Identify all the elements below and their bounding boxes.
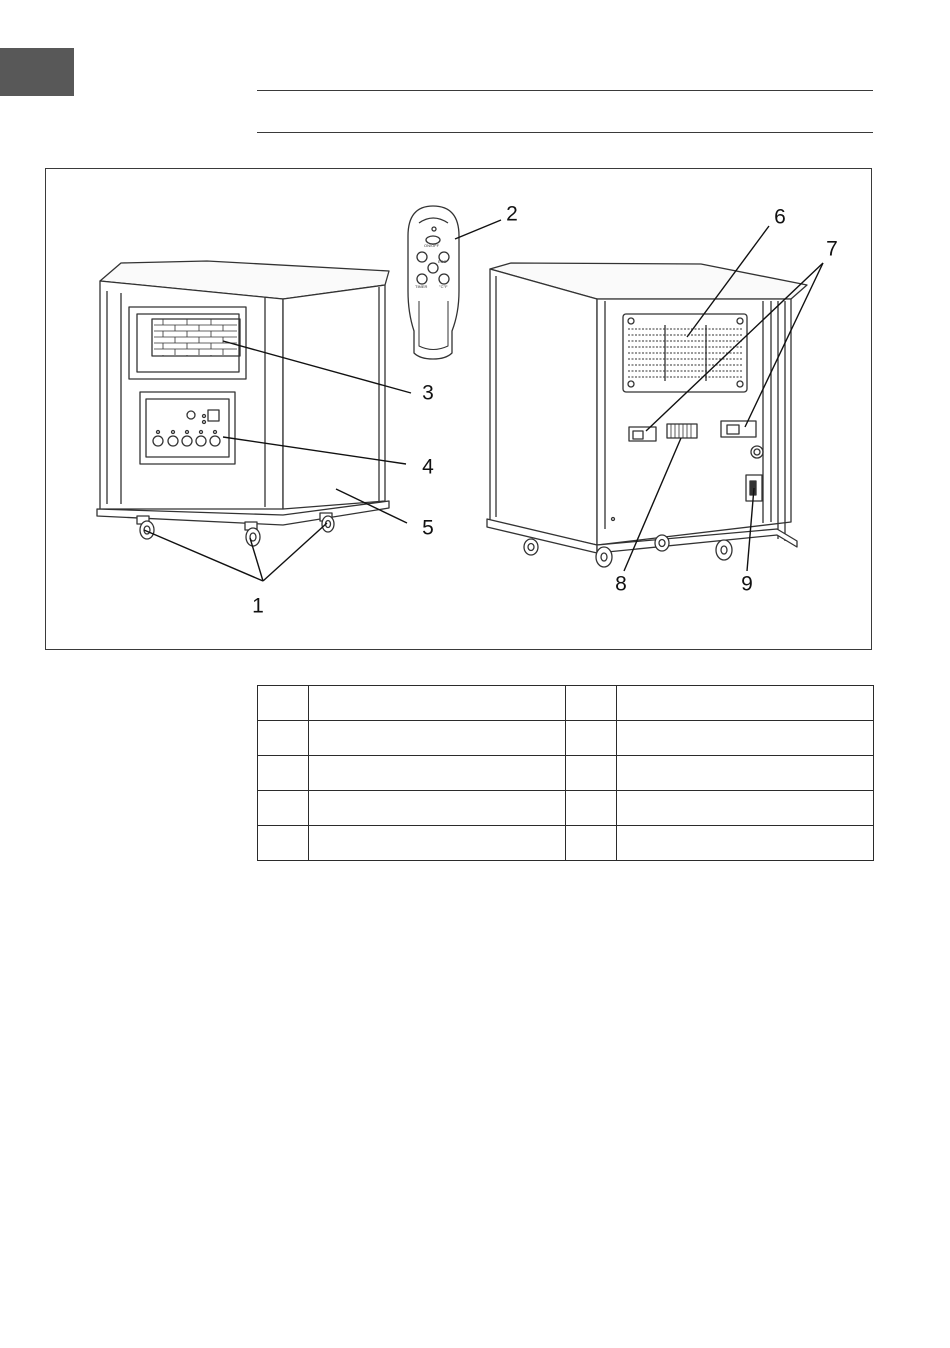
part-number-cell bbox=[566, 756, 617, 791]
remote-label-eco: ECO bbox=[438, 259, 447, 264]
table-row bbox=[258, 721, 874, 756]
heater-rear-view bbox=[487, 263, 807, 567]
part-number-cell bbox=[258, 791, 309, 826]
callout-5: 5 bbox=[422, 516, 434, 540]
part-description-cell bbox=[309, 721, 566, 756]
part-description-cell bbox=[309, 826, 566, 861]
part-number-cell bbox=[566, 686, 617, 721]
table-row bbox=[258, 686, 874, 721]
heater-front-view bbox=[97, 261, 389, 546]
callout-3: 3 bbox=[422, 381, 434, 405]
part-description-cell bbox=[617, 826, 874, 861]
part-number-cell bbox=[566, 826, 617, 861]
table-row bbox=[258, 756, 874, 791]
remote-label-onoff: ON/OFF bbox=[424, 243, 440, 248]
callout-7: 7 bbox=[826, 237, 838, 261]
table-row bbox=[258, 791, 874, 826]
part-description-cell bbox=[617, 756, 874, 791]
part-number-cell bbox=[258, 826, 309, 861]
remote-label-unit: °C°F bbox=[439, 284, 448, 289]
part-description-cell bbox=[309, 756, 566, 791]
part-description-cell bbox=[617, 791, 874, 826]
callout-6: 6 bbox=[774, 205, 786, 229]
callout-1: 1 bbox=[252, 594, 264, 618]
header-rule-top bbox=[257, 90, 873, 91]
remote-control-drawing bbox=[408, 206, 459, 359]
part-description-cell bbox=[309, 791, 566, 826]
remote-label-timer: TIMER bbox=[415, 284, 428, 289]
part-number-cell bbox=[258, 686, 309, 721]
part-number-cell bbox=[258, 721, 309, 756]
part-number-cell bbox=[566, 721, 617, 756]
part-description-cell bbox=[617, 686, 874, 721]
callout-4: 4 bbox=[422, 455, 434, 479]
part-number-cell bbox=[258, 756, 309, 791]
part-description-cell bbox=[309, 686, 566, 721]
callout-2: 2 bbox=[506, 202, 518, 226]
callout-9: 9 bbox=[741, 572, 753, 596]
rear-filter bbox=[667, 424, 697, 438]
part-number-cell bbox=[566, 791, 617, 826]
part-description-cell bbox=[617, 721, 874, 756]
table-row bbox=[258, 826, 874, 861]
header-rule-bottom bbox=[257, 132, 873, 133]
parts-table bbox=[257, 685, 874, 861]
product-figure bbox=[45, 168, 872, 650]
callout-8: 8 bbox=[615, 572, 627, 596]
language-tab bbox=[0, 48, 74, 96]
